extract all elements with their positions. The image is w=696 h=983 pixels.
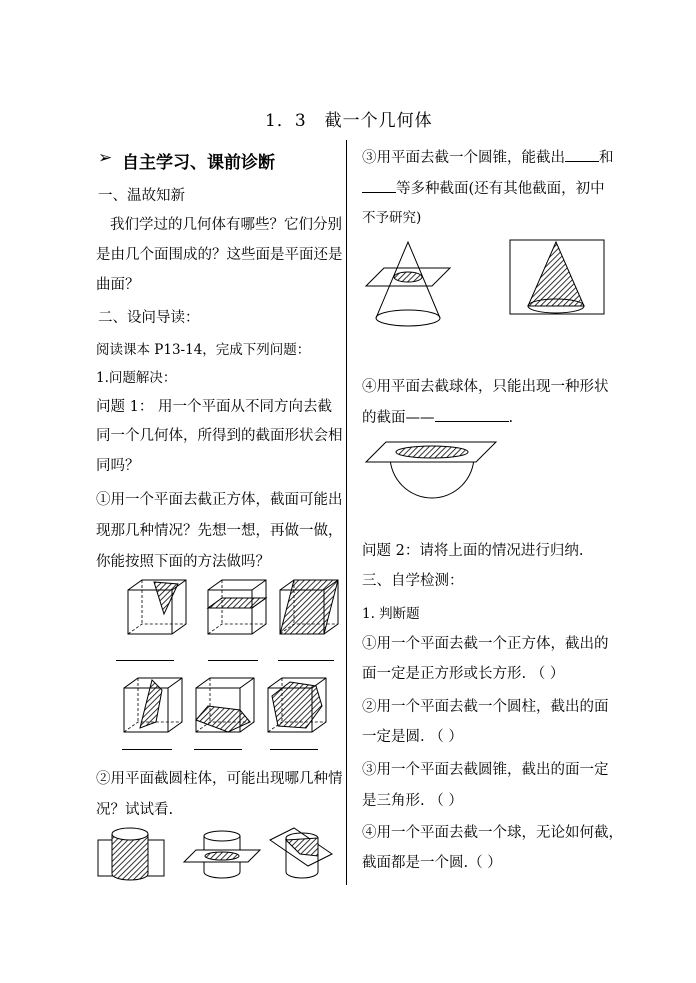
cube-diagram xyxy=(116,676,188,736)
judge-item-line: 一定是圆. （ ） xyxy=(362,729,463,745)
review-line: 是由几个面围成的？这些面是平面还是 xyxy=(96,247,343,263)
cube-diagram xyxy=(260,676,332,736)
cube-question-line: 现那几种情况？先想一想，再做一做， xyxy=(96,523,343,539)
question-1-line: 问题 1： 用一个平面从不同方向去截 xyxy=(96,399,332,415)
answer-blank[interactable] xyxy=(116,660,174,661)
section-heading: 自主学习、课前诊断 xyxy=(122,153,275,173)
judge-item-line: 是三角形. （ ） xyxy=(362,793,463,809)
cone-vertical-section-diagram xyxy=(508,236,606,318)
review-line: 我们学过的几何体有哪些？它们分别 xyxy=(110,217,342,233)
problem-label: 1.问题解决： xyxy=(96,370,177,386)
question-1-line: 同一个几何体，所得到的截面形状会相 xyxy=(96,428,343,444)
judge-item-line: ③用一个平面去截圆锥，截出的面一定 xyxy=(362,762,609,778)
answer-blank[interactable] xyxy=(122,749,172,750)
cube-diagram xyxy=(188,676,260,736)
cube-question-line: ①用一个平面去截正方体，截面可能出 xyxy=(96,492,343,508)
sphere-section-diagram xyxy=(364,432,498,532)
answer-blank[interactable] xyxy=(270,749,318,750)
page-title: 1．3 截一个几何体 xyxy=(265,111,433,131)
cylinder-question-line: ②用平面截圆柱体，可能出现哪几种情 xyxy=(96,771,343,787)
answer-blank[interactable] xyxy=(362,191,396,193)
sphere-question-text: 的截面—— xyxy=(362,410,435,426)
answer-blank[interactable] xyxy=(194,749,242,750)
judge-heading: 1. 判断题 xyxy=(362,606,420,622)
question-1-line: 同吗？ xyxy=(96,458,140,474)
sphere-question-line: ④用平面去截球体，只能出现一种形状 xyxy=(362,379,609,395)
section-heading-marker: ➢ xyxy=(98,148,113,168)
judge-item-line: ④用一个平面去截一个球，无论如何截， xyxy=(362,825,623,841)
answer-blank[interactable] xyxy=(435,420,509,422)
cone-question-text: 等多种截面(还有其他截面，初中 xyxy=(396,181,605,197)
judge-item-line: ①用一个平面去截一个正方体，截出的 xyxy=(362,636,609,652)
judge-item-line: 截面都是一个圆.（ ） xyxy=(362,855,502,871)
answer-blank[interactable] xyxy=(208,660,258,661)
sphere-question-text: . xyxy=(508,410,514,426)
cube-diagram xyxy=(120,578,192,638)
cone-question-line xyxy=(362,177,605,198)
cylinder-horizontal-section-diagram xyxy=(182,830,264,886)
cylinder-oblique-section-diagram xyxy=(266,826,336,882)
question-2: 问题 2：请将上面的情况进行归纳. xyxy=(362,543,584,559)
cylinder-question-line: 况？试试看. xyxy=(96,802,174,818)
column-divider xyxy=(346,140,347,885)
cone-question-text: ③用平面去截一个圆锥，能截出 xyxy=(362,150,565,166)
guide-heading: 二、设问导读： xyxy=(98,310,200,326)
cone-horizontal-section-diagram xyxy=(364,240,454,330)
judge-item-line: ②用一个平面去截一个圆柱，截出的面 xyxy=(362,699,609,715)
sphere-question-line xyxy=(362,406,513,427)
cone-question-line: 不予研究) xyxy=(362,210,422,226)
cone-question-text: 和 xyxy=(599,150,614,166)
cube-diagram xyxy=(200,578,272,638)
review-line: 曲面？ xyxy=(96,277,140,293)
check-heading: 三、自学检测： xyxy=(362,573,464,589)
review-heading: 一、温故知新 xyxy=(98,188,185,204)
reading-instruction: 阅读课本 P13-14，完成下列问题： xyxy=(96,342,311,358)
answer-blank[interactable] xyxy=(565,160,599,162)
answer-blank[interactable] xyxy=(278,660,334,661)
cube-question-line: 你能按照下面的方法做吗？ xyxy=(96,554,270,570)
cube-diagram xyxy=(272,578,344,638)
judge-item-line: 面一定是正方形或长方形. （ ） xyxy=(362,666,565,682)
cone-question-line xyxy=(362,146,614,167)
cylinder-vertical-section-diagram xyxy=(96,826,168,882)
